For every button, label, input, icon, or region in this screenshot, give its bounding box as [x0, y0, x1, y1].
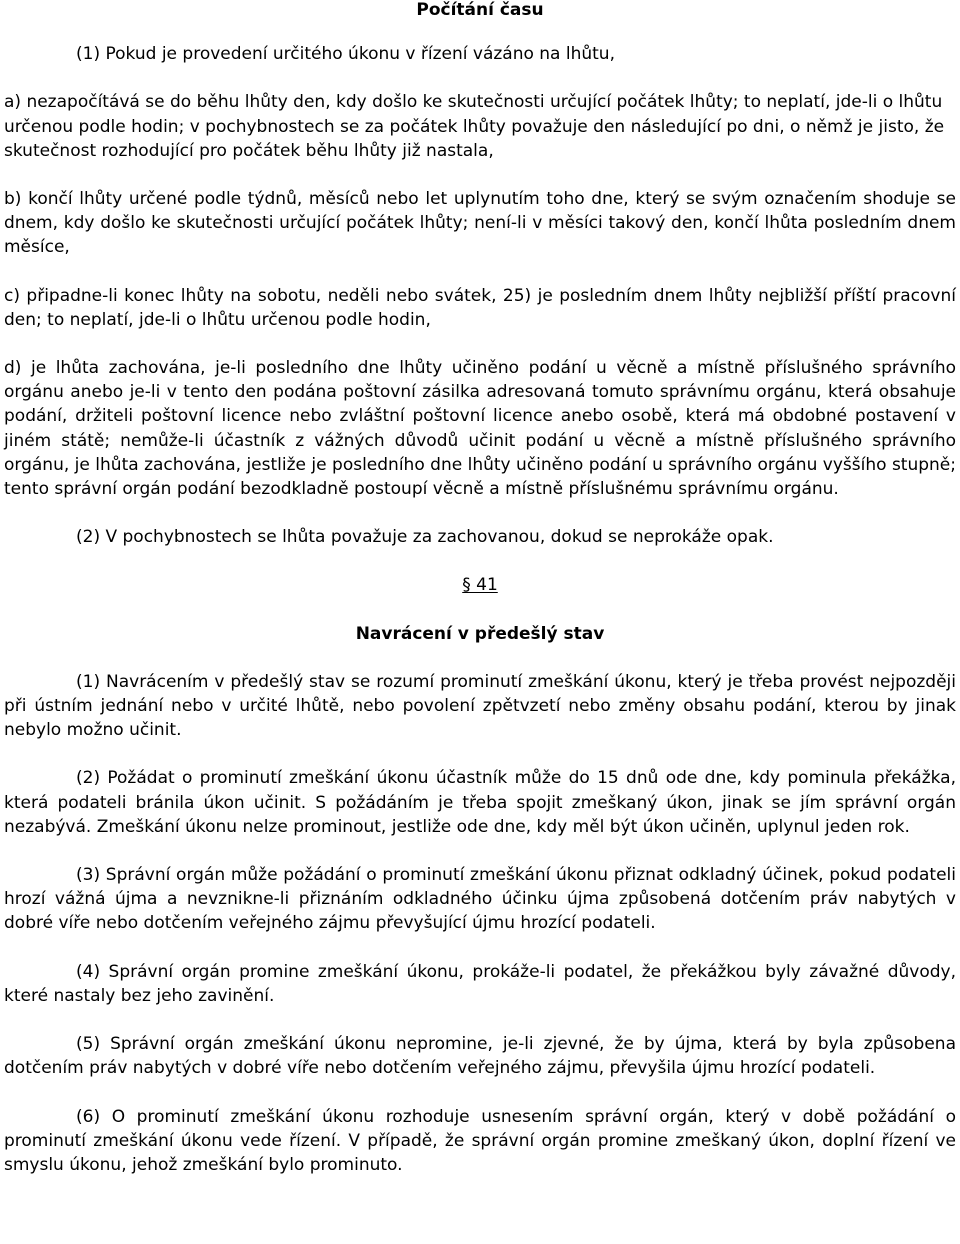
- s41-paragraph-1: (1) Navrácením v předešlý stav se rozumí prominutí zmeškání úkonu, který je třeba provést nejpozději při ústním jednání nebo v určité lhůtě, nebo povolení zpětvzetí nebo změny obsahu podání, kterou by jinak nebylo možno učinit.: [4, 671, 956, 741]
- section-title: Počítání času: [416, 0, 544, 20]
- s41-paragraph-4: (4) Správní orgán promine zmeškání úkonu, prokáže-li podatel, že překážkou byly závažné důvody, které nastaly bez jeho zavinění.: [4, 961, 956, 1006]
- item-b: b) končí lhůty určené podle týdnů, měsíců nebo let uplynutím toho dne, který se svým označením shoduje se dnem, kdy došlo ke skutečnosti určující počátek lhůty; není-li v měsíci takový den, končí lhůta posledním dnem měsíce,: [4, 189, 956, 258]
- paragraph-2: (2) V pochybnostech se lhůta považuje za zachovanou, dokud se neprokáže opak.: [76, 527, 774, 548]
- item-c: c) připadne-li konec lhůty na sobotu, neděli nebo svátek, 25) je posledním dnem lhůty nejbližší příští pracovní den; to neplatí, jde-li o lhůtu určenou podle hodin,: [4, 285, 956, 330]
- section-2-title: Navrácení v předešlý stav: [355, 623, 605, 644]
- s41-paragraph-3: (3) Správní orgán může požádání o prominutí zmeškání úkonu přiznat odkladný účinek, pokud podateli hrozí vážná újma a nevznikne-li přiznáním odkladného účinku újma způsobená dotčením práv nabytých v dobré víře nebo dotčením veřejného zájmu převyšující újmu hrozící podateli.: [4, 865, 956, 934]
- item-d: d) je lhůta zachována, je-li posledního dne lhůty učiněno podání u věcně a místně příslušného správního orgánu anebo je-li v tento den podána poštovní zásilka adresovaná tomuto správnímu orgánu, která obsahuje podání, držiteli poštovní licence nebo zvláštní poštovní licence anebo osobě, která má obdobné postavení v jiném státě; nemůže-li účastník z vážných důvodů učinit podání u věcně a místně příslušného správního orgánu, je lhůta zachována, jestliže je posledního dne lhůty učiněno podání u správního orgánu vyššího stupně; tento správní orgán podání bezodkladně postoupí věcně a místně příslušnému správnímu orgánu.: [4, 358, 956, 500]
- paragraph-1-intro: (1) Pokud je provedení určitého úkonu v řízení vázáno na lhůtu,: [76, 44, 615, 65]
- item-a: a) nezapočítává se do běhu lhůty den, kdy došlo ke skutečnosti určující počátek lhůty; to neplatí, jde-li o lhůtu určenou podle hodin; v pochybnostech se za počátek lhůty považuje den následující po dni, o němž je jisto, že skutečnost rozhodující pro počátek běhu lhůty již nastala,: [4, 92, 945, 161]
- s41-paragraph-5: (5) Správní orgán zmeškání úkonu nepromine, je-li zjevné, že by újma, která by byla způsobena dotčením práv nabytých v dobré víře nebo dotčením veřejného zájmu, převyšila újmu hrozící podateli.: [4, 1034, 956, 1079]
- section-number-label: § 41: [462, 575, 498, 596]
- s41-paragraph-2: (2) Požádat o prominutí zmeškání úkonu účastník může do 15 dnů ode dne, kdy pominula překážka, která podateli bránila úkon učinit. S požádáním je třeba spojit zmeškaný úkon, jinak se jím správní orgán nezabývá. Zmeškání úkonu nelze prominout, jestliže ode dne, kdy měl být úkon učiněn, uplynul jeden rok.: [4, 768, 956, 837]
- section-number: [4, 573, 956, 597]
- s41-paragraph-6: (6) O prominutí zmeškání úkonu rozhoduje usnesením správní orgán, který v době požádání o prominutí zmeškání úkonu vede řízení. V případě, že správní orgán promine zmeškaný úkon, doplní řízení ve smyslu úkonu, jehož zmeškání bylo prominuto.: [4, 1106, 956, 1175]
